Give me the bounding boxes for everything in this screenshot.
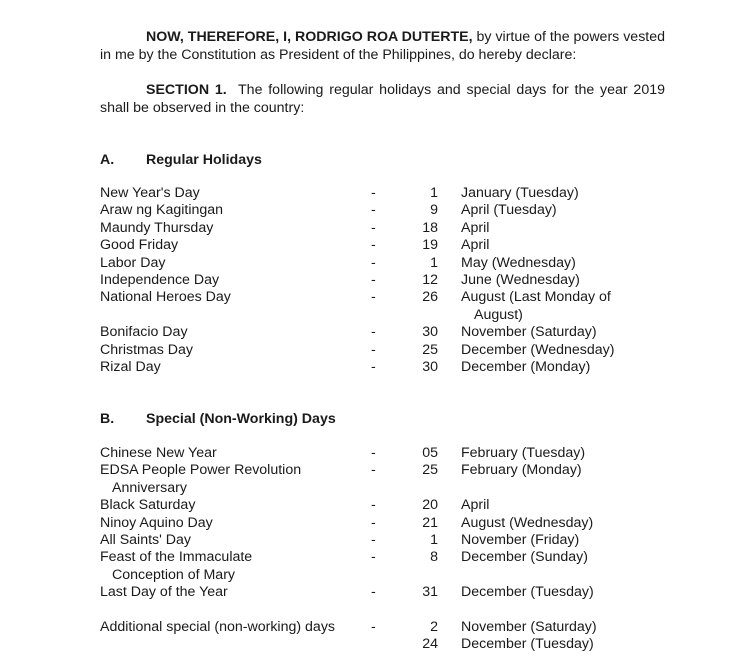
special-day-name: EDSA People Power Revolution <box>100 462 302 479</box>
holiday-row <box>0 185 734 202</box>
holiday-day: 12 <box>422 272 438 288</box>
holiday-dash: - <box>371 289 376 306</box>
holiday-dash: - <box>371 185 376 201</box>
special-day-month: November (Friday) <box>461 532 580 548</box>
additional-days-day: 2 <box>430 619 438 635</box>
holiday-row <box>0 359 734 376</box>
holiday-day: 26 <box>422 289 438 306</box>
preamble-paragraph <box>100 28 665 64</box>
holiday-name: Rizal Day <box>100 359 161 375</box>
special-day-day: 05 <box>422 445 438 461</box>
holiday-dash: - <box>371 202 376 219</box>
special-day-row <box>0 462 734 479</box>
holiday-day: 30 <box>422 324 438 341</box>
holiday-dash: - <box>371 272 376 288</box>
holiday-day: 25 <box>422 341 438 358</box>
special-day-day: 20 <box>422 497 438 514</box>
holiday-dash: - <box>371 237 376 254</box>
special-day-name-continued: Anniversary <box>112 479 187 496</box>
additional-days-month: December (Tuesday) <box>461 636 594 653</box>
holiday-row <box>0 324 734 341</box>
special-day-name-continued: Conception of Mary <box>112 566 236 583</box>
additional-days-day: 24 <box>422 636 438 653</box>
special-day-name: All Saints' Day <box>100 532 192 548</box>
special-day-day: 31 <box>422 584 438 601</box>
special-day-month: February (Tuesday) <box>461 445 586 461</box>
holiday-month: December (Monday) <box>461 359 591 375</box>
holiday-day: 19 <box>422 237 438 254</box>
holiday-day: 18 <box>422 219 438 236</box>
holiday-row <box>0 202 734 219</box>
holiday-month: May (Wednesday) <box>461 254 576 271</box>
additional-days-name: Additional special (non-working) days <box>100 619 336 635</box>
holiday-name: New Year's Day <box>100 185 200 201</box>
holiday-dash: - <box>371 254 376 271</box>
special-day-name: Last Day of the Year <box>100 584 228 601</box>
holiday-month-continued: August) <box>474 306 523 323</box>
special-day-day: 25 <box>422 462 438 479</box>
holiday-dash: - <box>371 324 376 341</box>
special-day-row <box>0 549 734 566</box>
special-day-name: Chinese New Year <box>100 445 217 461</box>
holiday-dash: - <box>371 341 376 358</box>
holiday-month: November (Saturday) <box>461 324 597 341</box>
preamble-lead: NOW, THEREFORE, I, RODRIGO ROA DUTERTE, <box>146 29 473 45</box>
special-days-heading <box>100 410 336 428</box>
holiday-row <box>0 220 734 237</box>
regular-holidays-heading <box>100 151 262 169</box>
holiday-month: April <box>461 219 490 236</box>
holiday-dash: - <box>371 359 376 375</box>
holiday-row <box>0 237 734 254</box>
additional-days-dash: - <box>371 619 376 635</box>
special-days-title: Special (Non-Working) Days <box>146 411 336 427</box>
holiday-name: Labor Day <box>100 254 166 271</box>
section1-lead: SECTION 1. <box>146 82 227 98</box>
holiday-row <box>0 255 734 272</box>
special-days-letter: B. <box>100 411 115 427</box>
special-day-day: 8 <box>430 549 438 566</box>
holiday-month: December (Wednesday) <box>461 341 615 358</box>
special-day-row <box>0 497 734 514</box>
holiday-name: Good Friday <box>100 237 179 254</box>
regular-holidays-title: Regular Holidays <box>146 152 262 168</box>
holiday-day: 9 <box>430 202 438 219</box>
additional-days-row <box>0 636 734 653</box>
special-day-dash: - <box>371 462 376 479</box>
holiday-name: National Heroes Day <box>100 289 231 306</box>
special-day-month: February (Monday) <box>461 462 582 479</box>
special-day-name: Black Saturday <box>100 497 196 514</box>
special-day-dash: - <box>371 584 376 601</box>
special-day-month: December (Sunday) <box>461 549 588 566</box>
special-day-dash: - <box>371 549 376 566</box>
holiday-row <box>0 272 734 289</box>
holiday-month: June (Wednesday) <box>461 272 580 288</box>
holiday-day: 1 <box>430 254 438 271</box>
section1-paragraph <box>100 81 669 117</box>
holiday-name: Maundy Thursday <box>100 219 214 236</box>
holiday-name: Christmas Day <box>100 341 194 358</box>
special-day-dash: - <box>371 445 376 461</box>
special-day-month: April <box>461 497 490 514</box>
special-day-dash: - <box>371 514 376 531</box>
special-day-name: Feast of the Immaculate <box>100 549 253 566</box>
holiday-month: August (Last Monday of <box>461 289 611 306</box>
special-day-day: 1 <box>430 532 438 548</box>
holiday-month: April <box>461 237 490 254</box>
special-day-row <box>0 445 734 462</box>
special-day-day: 21 <box>422 514 438 531</box>
preamble-text: by virtue of the powers vested in me by the Constitution as President of the Philippines, do hereby declare: <box>100 29 666 63</box>
holiday-row <box>0 342 734 359</box>
special-day-row <box>0 584 734 601</box>
holiday-month: April (Tuesday) <box>461 202 557 219</box>
holiday-name: Araw ng Kagitingan <box>100 202 224 219</box>
special-day-name: Ninoy Aquino Day <box>100 514 213 531</box>
holiday-day: 30 <box>422 359 438 375</box>
holiday-name: Independence Day <box>100 272 220 288</box>
holiday-row <box>0 289 734 306</box>
special-day-month: December (Tuesday) <box>461 584 594 601</box>
section1-text: The following regular holidays and special days for the year 2019 shall be observed in the country: <box>100 82 669 116</box>
holiday-month: January (Tuesday) <box>461 185 579 201</box>
holiday-name: Bonifacio Day <box>100 324 188 341</box>
holiday-day: 1 <box>430 185 438 201</box>
special-day-row <box>0 532 734 549</box>
regular-holidays-letter: A. <box>100 152 115 168</box>
special-day-dash: - <box>371 497 376 514</box>
special-day-dash: - <box>371 532 376 548</box>
special-day-row <box>0 515 734 532</box>
holiday-dash: - <box>371 219 376 236</box>
special-day-month: August (Wednesday) <box>461 514 594 531</box>
additional-days-row <box>0 619 734 636</box>
additional-days-month: November (Saturday) <box>461 619 597 635</box>
